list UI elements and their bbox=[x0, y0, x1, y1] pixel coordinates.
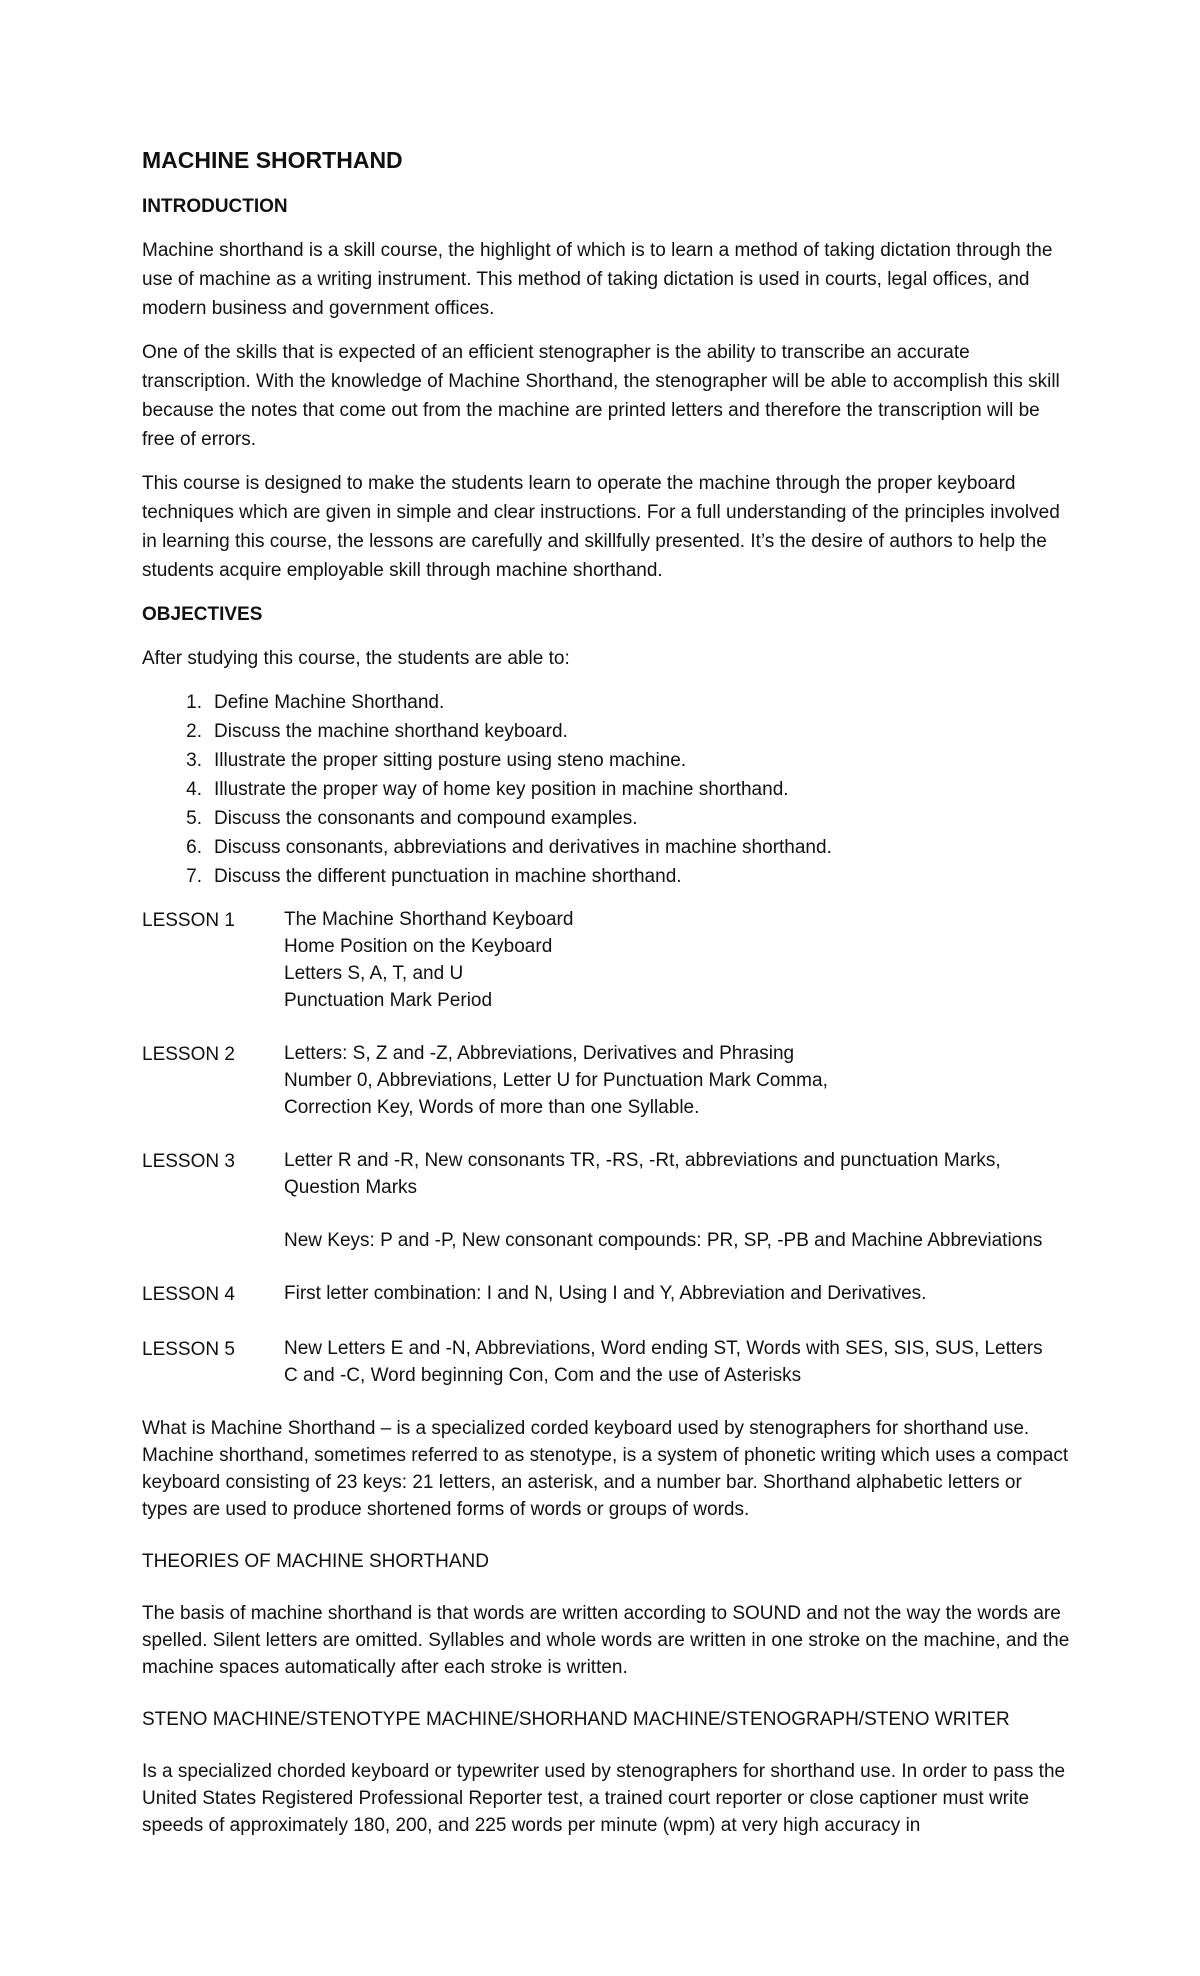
list-item: 5. Discuss the consonants and compound examples. bbox=[186, 808, 638, 829]
lessons-section bbox=[142, 906, 1070, 1389]
lesson-line: Number 0, Abbreviations, Letter U for Punctuation Mark Comma, bbox=[284, 1070, 828, 1091]
lesson-line: Correction Key, Words of more than one Syllable. bbox=[284, 1097, 700, 1118]
objectives-intro: After studying this course, the students are able to: bbox=[142, 648, 570, 669]
objectives-list bbox=[142, 688, 1070, 891]
lesson-label: LESSON 3 bbox=[142, 1151, 235, 1172]
lesson-line: C and -C, Word beginning Con, Com and the use of Asterisks bbox=[284, 1365, 802, 1386]
list-item: 1. Define Machine Shorthand. bbox=[186, 692, 445, 713]
lesson-label: LESSON 2 bbox=[142, 1044, 235, 1065]
intro-paragraph-1: Machine shorthand is a skill course, the highlight of which is to learn a method of taking dictation through the use of machine as a writing instrument. This method of taking dictation is used in courts, legal offices, and modern business and government offices. bbox=[142, 240, 1053, 319]
steno-machine-paragraph: Is a specialized chorded keyboard or typewriter used by stenographers for shorthand use. In order to pass the United States Registered Professional Reporter test, a trained court reporter or close captioner must write speeds of approximately 180, 200, and 225 words per minute (wpm) at very high accuracy in bbox=[142, 1761, 1066, 1836]
lesson-line: Punctuation Mark Period bbox=[284, 990, 493, 1011]
lesson-5 bbox=[142, 1335, 1070, 1389]
lesson-label: LESSON 5 bbox=[142, 1339, 235, 1360]
list-item: 3. Illustrate the proper sitting posture using steno machine. bbox=[186, 750, 687, 771]
lesson-4 bbox=[142, 1280, 1070, 1309]
list-item: 4. Illustrate the proper way of home key position in machine shorthand. bbox=[186, 779, 789, 800]
introduction-heading: INTRODUCTION bbox=[142, 196, 288, 217]
intro-paragraph-2: One of the skills that is expected of an efficient stenographer is the ability to transcribe an accurate transcription. With the knowledge of Machine Shorthand, the stenographer will be able to accomplish this skill because the notes that come out from the machine are printed letters and therefore the transcription will be free of errors. bbox=[142, 342, 1060, 450]
lesson-line: Letters: S, Z and -Z, Abbreviations, Derivatives and Phrasing bbox=[284, 1043, 795, 1064]
steno-machine-heading: STENO MACHINE/STENOTYPE MACHINE/SHORHAND MACHINE/STENOGRAPH/STENO WRITER bbox=[142, 1709, 1010, 1730]
lesson-label: LESSON 1 bbox=[142, 910, 235, 931]
list-item: 2. Discuss the machine shorthand keyboard. bbox=[186, 721, 568, 742]
lesson-line: Question Marks bbox=[284, 1177, 418, 1198]
objectives-heading: OBJECTIVES bbox=[142, 604, 263, 625]
list-item: 7. Discuss the different punctuation in machine shorthand. bbox=[186, 866, 682, 887]
lesson-line: New Keys: P and -P, New consonant compounds: PR, SP, -PB and Machine Abbreviations bbox=[284, 1230, 1043, 1251]
document-title: MACHINE SHORTHAND bbox=[142, 147, 403, 173]
what-is-paragraph: What is Machine Shorthand – is a specialized corded keyboard used by stenographers for shorthand use. Machine shorthand, sometimes referred to as stenotype, is a system of phonetic writing which uses a compact keyboard consisting of 23 keys: 21 letters, an asterisk, and a number bar. Shorthand alphabetic letters or types are used to produce shortened forms of words or groups of words. bbox=[142, 1418, 1069, 1520]
theories-heading: THEORIES OF MACHINE SHORTHAND bbox=[142, 1551, 489, 1572]
lesson-2 bbox=[142, 1040, 1070, 1121]
lesson-line: The Machine Shorthand Keyboard bbox=[284, 909, 574, 930]
lesson-line: New Letters E and -N, Abbreviations, Word ending ST, Words with SES, SIS, SUS, Letters bbox=[284, 1338, 1043, 1359]
lesson-label: LESSON 4 bbox=[142, 1284, 235, 1305]
lesson-line: Home Position on the Keyboard bbox=[284, 936, 553, 957]
lesson-line: Letter R and -R, New consonants TR, -RS, -Rt, abbreviations and punctuation Marks, bbox=[284, 1150, 1001, 1171]
lesson-3 bbox=[142, 1147, 1070, 1254]
theories-paragraph: The basis of machine shorthand is that words are written according to SOUND and not the way the words are spelled. Silent letters are omitted. Syllables and whole words are written in one stroke on the machine, and the machine spaces automatically after each stroke is written. bbox=[142, 1603, 1070, 1678]
lesson-line: Letters S, A, T, and U bbox=[284, 963, 464, 984]
lesson-1 bbox=[142, 906, 1070, 1014]
lesson-line: First letter combination: I and N, Using I and Y, Abbreviation and Derivatives. bbox=[284, 1283, 927, 1304]
intro-paragraph-3: This course is designed to make the students learn to operate the machine through the proper keyboard techniques which are given in simple and clear instructions. For a full understanding of the principles involved in learning this course, the lessons are carefully and skillfully presented. It’s the desire of authors to help the students acquire employable skill through machine shorthand. bbox=[142, 473, 1060, 581]
list-item: 6. Discuss consonants, abbreviations and derivatives in machine shorthand. bbox=[186, 837, 832, 858]
